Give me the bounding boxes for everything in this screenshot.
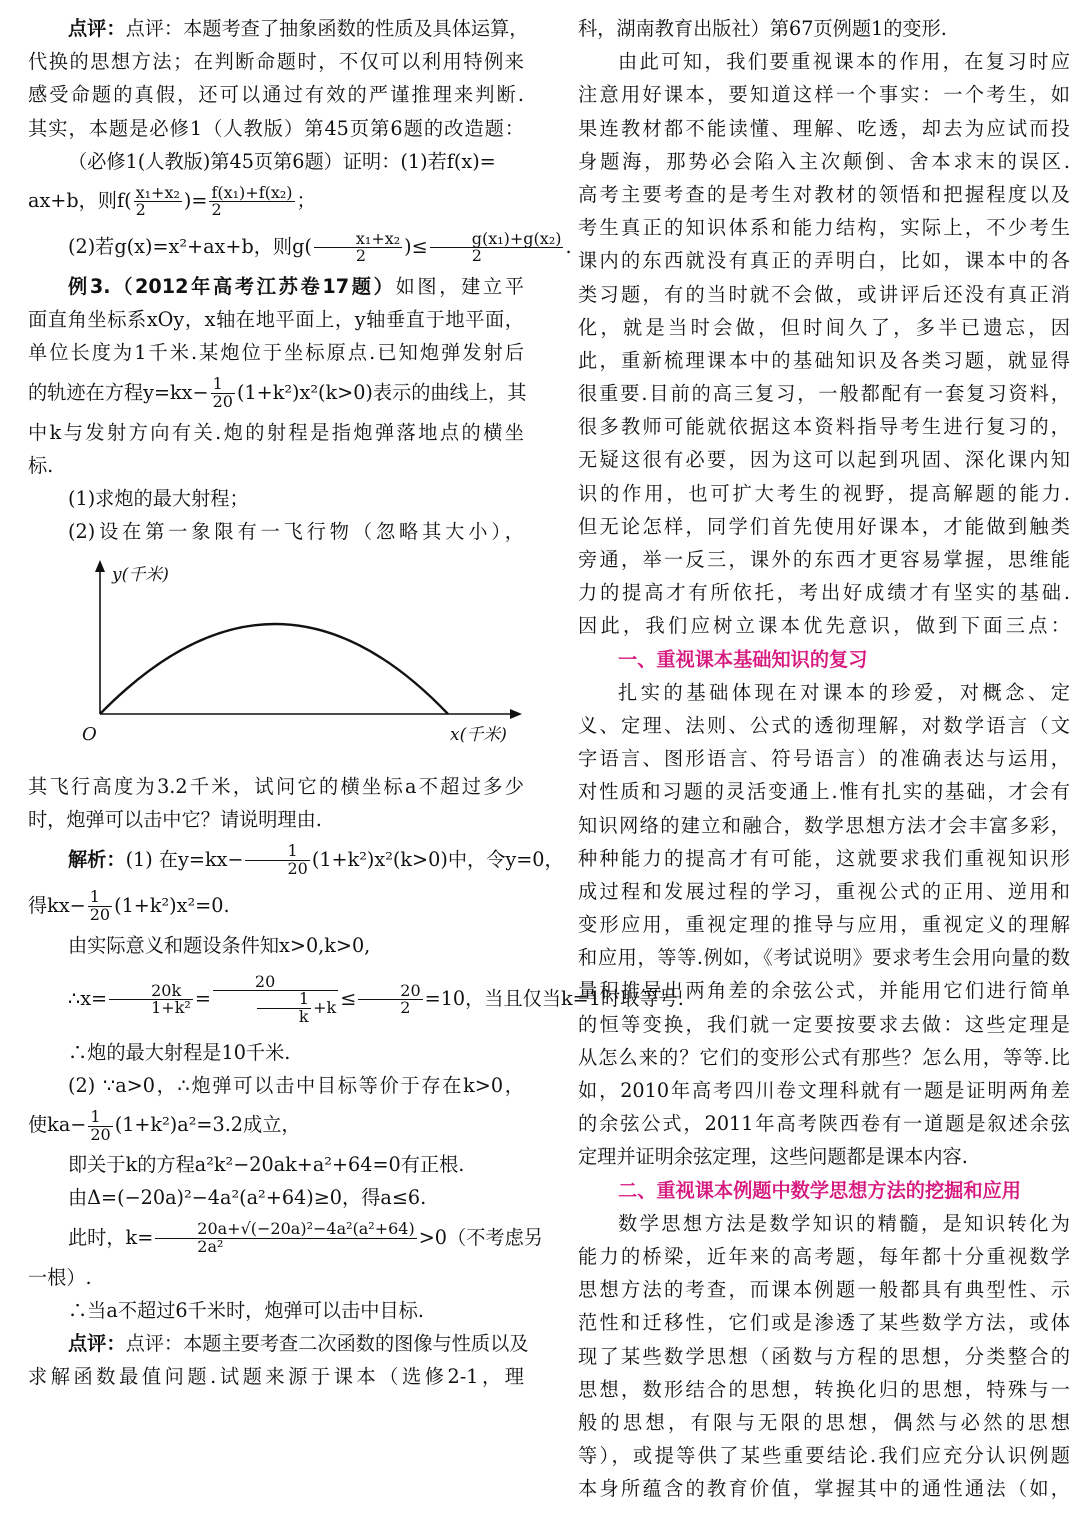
para2-line: 对性质和习题的灵活变通上.惟有扎实的基础，才会有 (578, 780, 1070, 804)
para3-line: 能力的桥梁，近年来的高考题，每年都十分重视数学 (578, 1244, 1070, 1268)
para1-line: 很重要.目前的高三复习，一般都配有一套复习资料， (578, 382, 1070, 406)
numerator: g(x₁)+g(x₂) (430, 231, 564, 249)
fraction (88, 889, 112, 924)
section-heading-2: 二、重视课本例题中数学思想方法的挖掘和应用 (618, 1178, 1021, 1202)
solution-label: 解析： (68, 847, 126, 871)
fraction (155, 1221, 416, 1256)
x-axis-label: x(千米) (450, 725, 507, 746)
example-3-line-4 (28, 370, 527, 416)
compound-denominator (213, 991, 338, 1026)
denominator: 20 (287, 859, 308, 879)
formula-part: (2)若g(x)=x²+ax+b，则g( (68, 234, 312, 258)
para3-line: 般的思想，有限与无限的思想，偶然与必然的思想 (578, 1410, 1070, 1434)
para2-line: 义、定理、法则、公式的透彻理解，对数学语言（文 (578, 713, 1070, 737)
textbook-problem-line-2 (28, 178, 524, 224)
trajectory-figure (28, 558, 524, 764)
formula-part: (1) 在y=kx− (125, 847, 244, 871)
para1-line: 由此可知，我们要重视课本的作用，在复习时应 (618, 50, 1070, 74)
review-2-text: 点评：本题主要考查二次函数的图像与性质以及 (125, 1331, 529, 1355)
review-1-text: 点评：本题考查了抽象函数的性质及具体运算， (125, 17, 529, 40)
solution-line-2 (28, 883, 524, 929)
formula-part: 使ka− (28, 1113, 87, 1137)
numerator: f(x₁)+f(x₂) (211, 182, 293, 202)
example-3-line-2: 面直角坐标系xOy，x轴在地平面上，y轴垂直于地平面， (28, 308, 524, 332)
numerator: 1 (88, 1109, 112, 1127)
para2-line: 和应用，等等.例如，《考试说明》要求考生会用向量的数 (578, 946, 1070, 970)
formula-part: (1+k²)a²=3.2成立， (114, 1113, 301, 1137)
denominator: 1+k² (151, 998, 191, 1018)
para2-line: 知识网络的建立和融合，数学思想方法才会丰富多彩， (578, 813, 1070, 837)
trajectory-svg (28, 558, 524, 764)
denominator: 20 (212, 392, 233, 411)
example-3-line-3: 单位长度为1千米.某炮位于坐标原点.已知炮弹发射后 (28, 341, 524, 365)
solution-line-11: 一根）. (28, 1265, 92, 1289)
numerator: 20 (213, 974, 338, 992)
para1-line: 化，就是当时会做，但时间久了，多半已遗忘，因 (578, 315, 1070, 339)
solution-line-9: 由Δ=(−20a)²−4a²(a²+64)≥0，得a≤6. (68, 1186, 427, 1210)
denominator: 20 (90, 1124, 111, 1144)
after-figure-line-1: 其飞行高度为3.2千米，试问它的横坐标a不超过多少 (28, 775, 524, 799)
review-1-line-2: 代换的思想方法；在判断命题时，不仅可以利用特例来 (28, 50, 524, 74)
denominator: 2a² (197, 1237, 224, 1257)
fraction (430, 228, 564, 266)
compound-fraction (213, 971, 338, 1027)
fraction (109, 980, 193, 1018)
para1-line: 类习题，有的当时就不会做，或讲评后还没有真正消 (578, 282, 1070, 306)
formula-part: >0（不考虑另 (418, 1225, 543, 1249)
para1-line: 但无论怎样，同学们首先使用好课本，才能做到触类 (578, 514, 1070, 538)
denominator: 2 (400, 998, 411, 1018)
review-2-line-1: 点评：点评：本题主要考查二次函数的图像与性质以及 (68, 1331, 529, 1355)
right-top-line: 科，湖南教育出版社）第67页例题1的变形. (578, 17, 947, 40)
para1-line: 高考主要考查的是考生对教材的领悟和把握程度以及 (578, 182, 1070, 206)
numerator: 1 (257, 991, 311, 1009)
para3-line: 范性和迁移性，它们或是渗透了某些数学方法，或体 (578, 1311, 1070, 1335)
denominator: 20 (89, 905, 111, 925)
example-3-line-1 (28, 270, 524, 303)
para2-line: 定理并证明余弦定理，这些问题都是课本内容. (578, 1145, 968, 1169)
denominator: k (298, 1007, 309, 1027)
formula-part: 得kx− (28, 893, 86, 917)
para3-line: 数学思想方法是数学知识的精髓，是知识转化为 (618, 1211, 1070, 1235)
x-axis-arrow-icon (510, 709, 522, 719)
textbook-problem-line-1: （必修1(人教版)第45页第6题）证明：(1)若f(x)= (68, 149, 496, 173)
formula-part: ≤ (340, 986, 357, 1010)
para2-line: 的余弦公式，2011年高考陕西卷有一道题是叙述余弦 (578, 1112, 1070, 1136)
denominator: 2 (135, 200, 146, 220)
denominator: 2 (471, 246, 482, 266)
para1-line: 很多教师可能就依据这本资料指导考生进行复习的， (578, 415, 1070, 439)
solution-line-8: 即关于k的方程a²k²−20ak+a²+64=0有正根. (68, 1153, 465, 1177)
y-axis-label: y(千米) (112, 565, 169, 586)
solution-line-4 (28, 962, 684, 1036)
y-axis-arrow-icon (95, 560, 105, 572)
para3-line: 等），或提等供了某些重要结论.我们应充分认识例题 (578, 1444, 1070, 1468)
origin-label: O (82, 724, 97, 746)
formula-part: )= (183, 188, 208, 212)
question-2: (2)设在第一象限有一飞行物（忽略其大小）， (68, 520, 524, 544)
review-1-line-3: 感受命题的真假，还可以通过有效的严谨推理来判断. (28, 83, 524, 107)
review-1-line-4: 其实，本题是必修1（人教版）第45页第6题的改造题： (28, 116, 524, 140)
formula-part: ； (296, 188, 316, 212)
para1-line: 力的提高才有所依托，考出好成绩才有坚实的基础. (578, 581, 1070, 605)
left-column (28, 12, 684, 1393)
para2-line: 字语言、图形语言、符号语言）的准确表达与运用， (578, 747, 1070, 771)
example-3-line-5: 中k与发射方向有关.炮的射程是指炮弹落地点的横坐 (28, 420, 524, 444)
solution-line-6: (2) ∵a>0，∴炮弹可以击中目标等价于存在k>0， (68, 1074, 524, 1097)
para1-line: 注意用好课本，要知道这样一个事实：一个考生，如 (578, 83, 1070, 107)
solution-line-10 (28, 1215, 543, 1261)
formula-part: +k (313, 998, 337, 1018)
para2-line: 如，2010年高考四川卷文理科就有一题是证明两角差 (578, 1079, 1070, 1102)
formula-part: 的轨迹在方程y=kx− (28, 380, 209, 404)
fraction (134, 182, 182, 220)
para1-line: 课内的东西就没有真正的弄明白，比如，课本中的各 (578, 249, 1070, 273)
para2-line: 成过程和发展过程的学习，重视公式的正用、逆用和 (578, 879, 1070, 903)
numerator: 1 (88, 889, 112, 907)
para2-line: 种种能力的提高才有可能，这就要求我们重视知识形 (578, 846, 1070, 870)
formula-part: 此时，k= (68, 1225, 154, 1249)
para1-line: 果连教材都不能读懂、理解、吃透，却去为应试而投 (578, 116, 1070, 140)
numerator: x₁+x₂ (135, 182, 180, 202)
para3-line: 本身所蕴含的教育价值，掌握其中的通性通法（如， (578, 1477, 1070, 1501)
section-heading-1: 一、重视课本基础知识的复习 (618, 647, 868, 671)
para3-line: 思想，数形结合的思想，转换化归的思想，特殊与一 (578, 1377, 1070, 1401)
para2-line: 扎实的基础体现在对课本的珍爱，对概念、定 (618, 680, 1070, 704)
numerator: 1 (211, 376, 235, 394)
after-figure-line-2: 时，炮弹可以击中它？请说明理由. (28, 808, 322, 832)
denominator: 2 (211, 200, 222, 220)
formula-part: (1+k²)x²(k>0)表示的曲线上，其 (236, 380, 527, 404)
para3-line: 思想方法的考查，而课本例题一般都具有典型性、示 (578, 1278, 1070, 1302)
review-2-line-2: 求解函数最值问题.试题来源于课本（选修2-1，理 (28, 1365, 524, 1389)
para1-line: 因此，我们应树立课本优先意识，做到下面三点： (578, 614, 1070, 638)
formula-part: )≤ (404, 234, 428, 258)
para1-line: 识的作用，也可扩大考生的视野，提高解题的能力. (578, 481, 1070, 505)
formula-part: ∴x= (68, 986, 108, 1010)
solution-line-1 (28, 837, 564, 883)
formula-part: (1+k²)x²=0. (114, 893, 230, 917)
para2-line: 的恒等变换，我们就一定要按要求去做：这些定理是 (578, 1012, 1070, 1036)
numerator: x₁+x₂ (314, 231, 402, 249)
example-3-line-6: 标. (28, 453, 54, 477)
solution-line-7 (28, 1102, 524, 1148)
para1-line: 身题海，那势必会陷入主次颠倒、舍本求末的误区. (578, 149, 1070, 173)
para2-line: 变形应用，重视定理的推导与应用，重视定义的理解 (578, 913, 1070, 937)
para3-line: 现了某些数学思想（函数与方程的思想，分类整合的 (578, 1344, 1070, 1368)
trajectory-curve (100, 624, 448, 714)
textbook-problem-line-3 (28, 224, 572, 270)
fraction (245, 843, 309, 878)
solution-line-5: ∴炮的最大射程是10千米. (68, 1040, 291, 1064)
numerator: 20a+√(−20a)²−4a²(a²+64) (155, 1221, 416, 1239)
fraction (314, 228, 402, 266)
para1-line: 旁通，举一反三，课外的东西才更容易掌握，思维能 (578, 548, 1070, 571)
fraction (257, 991, 311, 1026)
para2-line: 量积推导出两角差的余弦公式，并能用它们进行简单 (578, 979, 1070, 1003)
formula-part: . (565, 234, 572, 258)
numerator: 20 (358, 983, 422, 1001)
fraction (358, 980, 422, 1018)
denominator: 2 (355, 246, 367, 266)
numerator: 20k (109, 983, 193, 1001)
fraction (211, 376, 235, 411)
right-column (578, 12, 1070, 1505)
numerator: 1 (245, 843, 309, 861)
para1-line: 此，重新梳理课本中的基础知识及各类习题，就显得 (578, 348, 1070, 372)
formula-part: =10，当且仅当k=1时取等号. (424, 986, 684, 1010)
fraction (88, 1106, 112, 1144)
para1-line: 考生真正的知识体系和能力结构，实际上，不少考生 (578, 216, 1070, 240)
review-1-line-1: 点评：点评：本题考查了抽象函数的性质及具体运算， (68, 17, 529, 40)
formula-part: ax+b，则f( (28, 188, 132, 212)
formula-part: (1+k²)x²(k>0)中，令y=0， (311, 847, 564, 871)
fraction (209, 182, 294, 220)
formula-part: = (194, 986, 211, 1010)
solution-line-3: 由实际意义和题设条件知x>0,k>0, (68, 933, 371, 957)
example-text: 如图，建立平 (395, 274, 524, 298)
para2-line: 从怎么来的？它们的变形公式有那些？怎么用，等等.比 (578, 1045, 1070, 1069)
para1-line: 无疑这很有必要，因为这可以起到巩固、深化课内知 (578, 448, 1070, 472)
example-title: 例3.（2012年高考江苏卷17题） (68, 274, 396, 298)
question-1: (1)求炮的最大射程； (68, 486, 249, 510)
solution-line-12: ∴当a不超过6千米时，炮弹可以击中目标. (68, 1298, 424, 1322)
